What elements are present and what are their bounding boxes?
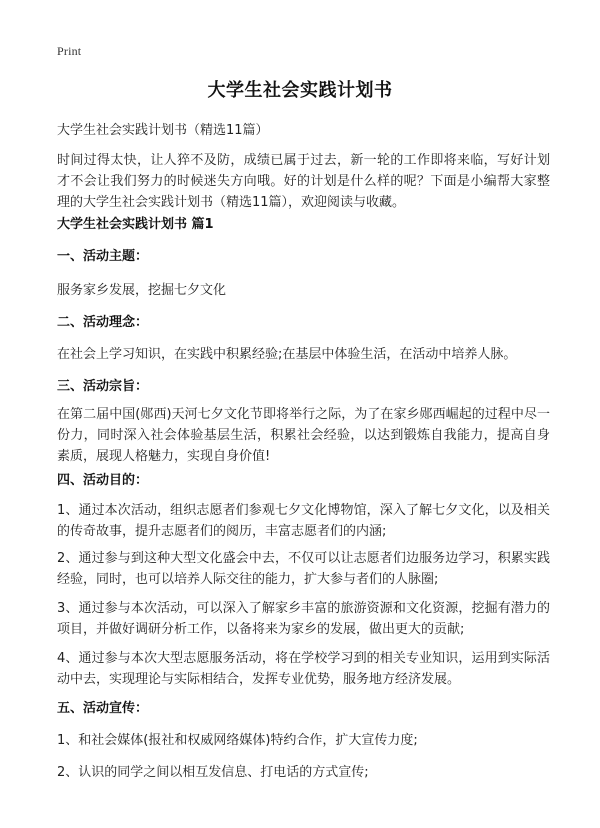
chapter-title: 大学生社会实践计划书 篇1 — [57, 217, 214, 232]
section-text-philosophy: 在社会上学习知识，在实践中积累经验;在基层中体验生活，在活动中培养人脉。 — [57, 347, 517, 362]
document-subtitle: 大学生社会实践计划书（精选11篇） — [57, 123, 269, 138]
goal-item: 1、通过本次活动，组织志愿者们参观七夕文化博物馆，深入了解七夕文化，以及相关的传奇故事，提升志愿者们的阅历，丰富志愿者们的内涵; — [57, 503, 550, 539]
print-label[interactable]: Print — [57, 44, 82, 58]
intro-paragraph: 时间过得太快，让人猝不及防，成绩已属于过去，新一轮的工作即将来临，写好计划才不会让我们努力的时候迷失方向哦。好的计划是什么样的呢？下面是小编帮大家整理的大学生社会实践计划书（精选11篇），欢迎阅读与收藏。 — [57, 153, 550, 210]
goal-item: 4、通过参与本次大型志愿服务活动，将在学校学习到的相关专业知识，运用到实际活动中去，实现理论与实际相结合，发挥专业优势，服务地方经济发展。 — [57, 651, 550, 687]
document-title: 大学生社会实践计划书 — [207, 80, 393, 101]
promotion-item: 1、和社会媒体(报社和权威网络媒体)特约合作，扩大宣传力度; — [57, 733, 418, 748]
goal-item: 3、通过参与本次活动，可以深入了解家乡丰富的旅游资源和文化资源，挖掘有潜力的项目，并做好调研分析工作，以备将来为家乡的发展，做出更大的贡献; — [57, 601, 550, 637]
section-heading-theme: 一、活动主题： — [57, 249, 149, 264]
section-heading-promotion: 五、活动宣传： — [57, 701, 149, 716]
goal-item: 2、通过参与到这种大型文化盛会中去，不仅可以让志愿者们边服务边学习，积累实践经验，同时，也可以培养人际交往的能力，扩大参与者们的人脉圈; — [57, 551, 550, 587]
section-heading-philosophy: 二、活动理念： — [57, 315, 149, 330]
section-heading-goals: 四、活动目的： — [57, 473, 149, 488]
section-text-theme: 服务家乡发展，挖掘七夕文化 — [57, 283, 227, 298]
section-text-purpose: 在第二届中国(郧西)天河七夕文化节即将举行之际，为了在家乡郧西崛起的过程中尽一份力，同时深入社会体验基层生活，积累社会经验，以达到锻炼自我能力，提高自身素质，展现人格魅力，实现自身价值! — [57, 407, 550, 464]
section-heading-purpose: 三、活动宗旨： — [57, 379, 149, 394]
promotion-item: 2、认识的同学之间以相互发信息、打电话的方式宣传; — [57, 765, 369, 780]
